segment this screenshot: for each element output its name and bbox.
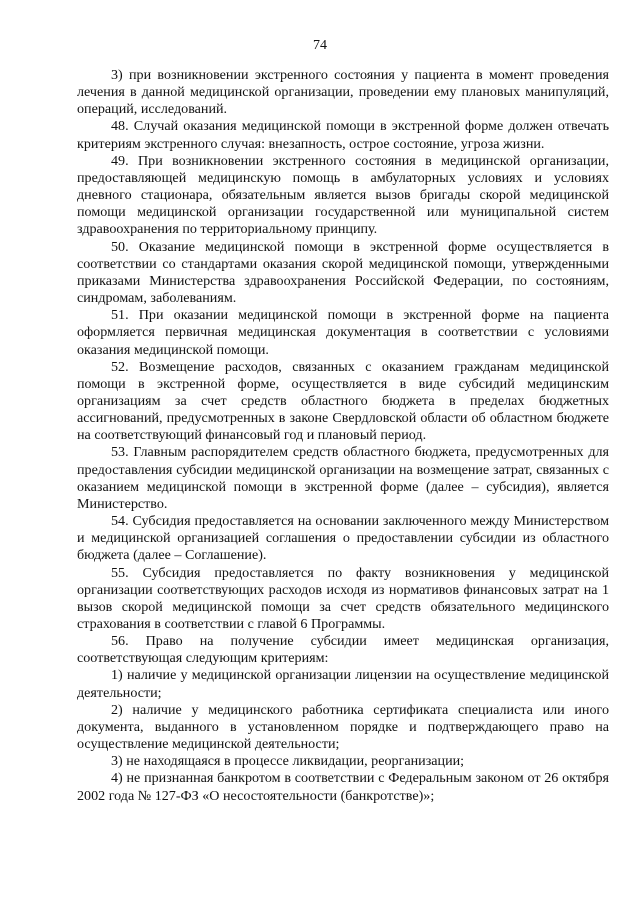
criterion-item-2: 2) наличие у медицинского работника сертификата специалиста или иного документа, выданного в установленном порядке и подтверждающего право на осуществление медицинской деятельности; xyxy=(77,701,609,753)
paragraph-52: 52. Возмещение расходов, связанных с оказанием гражданам медицинской помощи в экстренной форме, осуществляется в виде субсидий медицинским организациям за счет средств областного бюджета в пределах бюджетных ассигнований, предусмотренных в законе Свердловской области об областном бюджете на соответствующий финансовый год и плановый период. xyxy=(77,358,609,444)
criterion-item-1: 1) наличие у медицинской организации лицензии на осуществление медицинской деятельности; xyxy=(77,667,609,701)
paragraph-53: 53. Главным распорядителем средств областного бюджета, предусмотренных для предоставления субсидии медицинской организации на возмещение затрат, связанных с оказанием медицинской помощи в экстренной форме (далее – субсидия), является Министерство. xyxy=(77,444,609,512)
document-body xyxy=(77,67,609,805)
paragraph-item-3: 3) при возникновении экстренного состояния у пациента в момент проведения лечения в данной медицинской организации, проведении ему плановых манипуляций, операций, исследований. xyxy=(77,67,609,118)
paragraph-56: 56. Право на получение субсидии имеет медицинская организация, соответствующая следующим критериям: xyxy=(77,633,609,667)
paragraph-55: 55. Субсидия предоставляется по факту возникновения у медицинской организации соответствующих расходов исходя из нормативов финансовых затрат на 1 вызов скорой медицинской помощи за счет средств обязательного медицинского страхования в соответствии с главой 6 Программы. xyxy=(77,564,609,632)
paragraph-48: 48. Случай оказания медицинской помощи в экстренной форме должен отвечать критериям экстренного случая: внезапность, острое состояние, угроза жизни. xyxy=(77,118,609,152)
paragraph-51: 51. При оказании медицинской помощи в экстренной форме на пациента оформляется первичная медицинская документация в соответствии с условиями оказания медицинской помощи. xyxy=(77,307,609,358)
paragraph-50: 50. Оказание медицинской помощи в экстренной форме осуществляется в соответствии со стандартами оказания скорой медицинской помощи, утвержденными приказами Министерства здравоохранения Российской Федерации, по состояниям, синдромам, заболеваниям. xyxy=(77,238,609,307)
page-number: 74 xyxy=(313,38,327,53)
paragraph-54: 54. Субсидия предоставляется на основании заключенного между Министерством и медицинской организацией соглашения о предоставлении субсидии из областного бюджета (далее – Соглашение). xyxy=(77,513,609,564)
criterion-item-3: 3) не находящаяся в процессе ликвидации, реорганизации; xyxy=(111,753,465,770)
paragraph-49: 49. При возникновении экстренного состояния в медицинской организации, предоставляющей медицинскую помощь в амбулаторных условиях и условиях дневного стационара, обязательным является вызов бригады скорой медицинской помощи медицинской организации государственной или муниципальной систем здравоохранения по территориальному принципу. xyxy=(77,152,609,238)
criterion-item-4: 4) не признанная банкротом в соответствии с Федеральным законом от 26 октября 2002 года № 127-ФЗ «О несостоятельности (банкротстве)»; xyxy=(77,770,609,804)
